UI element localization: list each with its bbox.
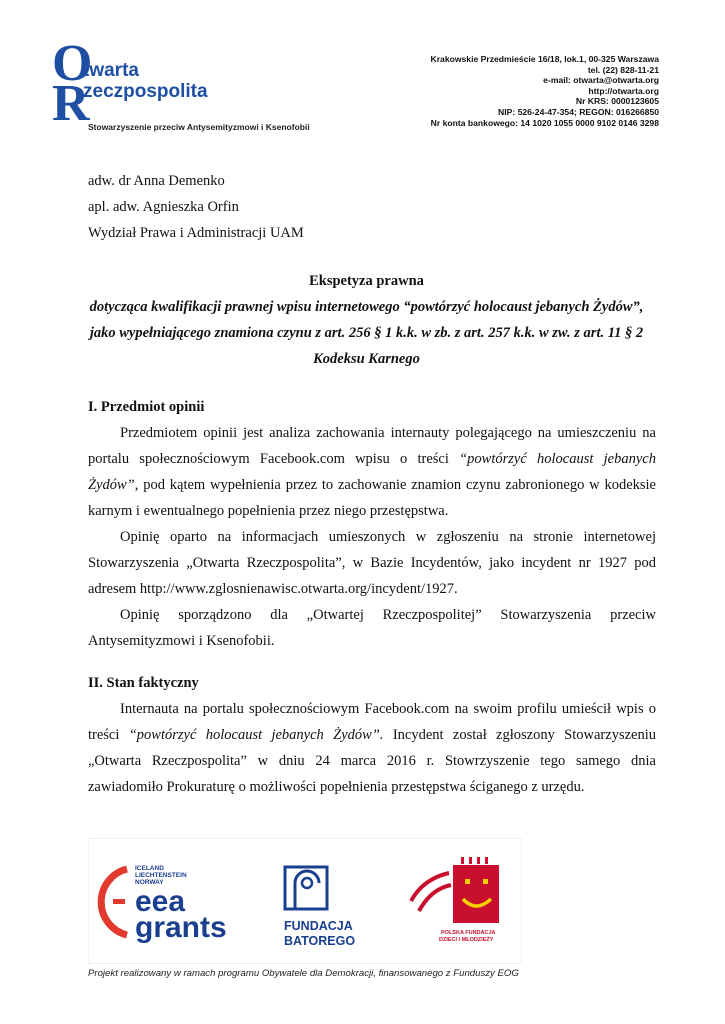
organization-logo	[50, 35, 310, 138]
logo-text-line2: zeczpospolita	[83, 81, 208, 102]
paragraph: Opinię sporządzono dla „Otwartej Rzeczpospolitej” Stowarzyszenia przeciw Antysemityzmowi i Ksenofobii.	[88, 607, 656, 649]
pfdim-logo	[411, 857, 499, 943]
nip-regon-line: NIP: 526-24-47-354; REGON: 016266850	[498, 106, 659, 117]
eea-country: NORWAY	[135, 879, 164, 886]
logo-letter-r: R	[52, 75, 90, 132]
website-line: http://otwarta.org	[588, 85, 659, 96]
quoted-post: “powtórzyć holocaust jebanych Żydów”,	[88, 451, 656, 493]
phone-line: tel. (22) 828-11-21	[587, 64, 659, 75]
paragraph: Opinię oparto na informacjach umieszonych w zgłoszeniu na stronie internetowej Stowarzyszenia „Otwarta Rzeczpospolita”, w Bazie Incydentów, jako incydent nr 1927 pod adresem http://www.zglosnienawisc.otwarta.org/incydent/1927.	[88, 529, 656, 597]
document-title: Ekspetyza prawna	[309, 273, 424, 289]
pfdim-eye	[483, 879, 488, 884]
bank-account-line: Nr konta bankowego: 14 1020 1055 0000 9102 0146 3298	[430, 117, 659, 128]
pfdim-line1: POLSKA FUNDACJA	[441, 930, 496, 936]
recipient-line: apl. adw. Agnieszka Orfin	[88, 199, 239, 215]
eea-grants-logo	[101, 865, 227, 944]
section-heading: I. Przedmiot opinii	[88, 399, 205, 415]
pfdim-hair-mark	[461, 857, 464, 864]
paragraph-text: Internauta na portalu społecznościowym Facebook.com na swoim profilu umieścił wpis o treści	[88, 701, 656, 743]
batory-line1: FUNDACJA	[284, 919, 353, 933]
logo-subtitle: Stowarzyszenie przeciw Antysemityzmowi i Ksenofobii	[88, 122, 310, 132]
paragraph-text: pod kątem wypełnienia przez to zachowanie znamion czynu zabronionego w kodeksie karnym i ewentualnego popełnienia przez niego przestępstwa.	[88, 477, 656, 519]
paragraph	[88, 696, 656, 800]
logo-text-line1: twarta	[83, 60, 139, 81]
paragraph	[88, 420, 656, 524]
email-line: e-mail: otwarta@otwarta.org	[543, 75, 659, 86]
batory-foundation-logo	[284, 867, 355, 948]
paragraph-text: Incydent został zgłoszony Stowarzyszeniu „Otwarta Rzeczpospolita” w dniu 24 marca 2016 r. Stowrzyszenie tego samego dnia zawiadomiło Prokuraturę o możliwości popełnienia przestępstwa ściganego z urzędu.	[88, 727, 656, 795]
pfdim-hair-mark	[477, 857, 480, 864]
batory-arc-icon	[295, 871, 319, 909]
section-facts	[88, 670, 656, 800]
pfdim-line2: DZIECI I MŁODZIEŻY	[439, 937, 494, 943]
recipients-block	[88, 168, 304, 246]
logo-letter-o: O	[52, 35, 93, 92]
address-line: Krakowskie Przedmieście 16/18, lok.1, 00-325 Warszawa	[430, 54, 659, 64]
pfdim-hair-mark	[469, 857, 472, 864]
quoted-post: “powtórzyć holocaust jebanych Żydów”.	[128, 727, 384, 743]
document-subtitle: dotycząca kwalifikacji prawnej wpisu internetowego “powtórzyć holocaust jebanych Żydów”, jako wypełniającego znamiona czynu z art. 256 § 1 k.k. w zb. z art. 257 k.k. w zw. z art. 11 § 2 Kodeksu Karnego	[89, 299, 644, 367]
eea-country: ICELAND	[135, 865, 164, 872]
batory-line2: BATOREGO	[284, 934, 356, 948]
grants-word: grants	[135, 911, 227, 944]
header-address	[430, 54, 659, 128]
document-title-block	[80, 268, 653, 372]
eea-dash-icon	[113, 899, 125, 904]
sponsor-logos-svg	[89, 839, 521, 963]
section-heading: II. Stan faktyczny	[88, 675, 199, 691]
pfdim-swoosh-icon	[419, 885, 451, 911]
recipient-line: Wydział Prawa i Administracji UAM	[88, 225, 304, 241]
paragraph-text: Przedmiotem opinii jest analiza zachowania internauty polegającego na umieszczeniu na portalu społecznościowym Facebook.com wpisu o treści	[88, 425, 656, 467]
sponsor-logos	[88, 838, 522, 964]
krs-line: Nr KRS: 0000123605	[575, 96, 659, 107]
pfdim-eye	[465, 879, 470, 884]
pfdim-face-icon	[453, 865, 499, 923]
batory-circle-icon	[302, 878, 312, 888]
footer-caption: Projekt realizowany w ramach programu Obywatele dla Demokracji, finansowanego z Funduszy EOG	[88, 968, 519, 979]
pfdim-hair-mark	[485, 857, 488, 864]
recipient-line: adw. dr Anna Demenko	[88, 173, 225, 189]
section-subject	[88, 394, 656, 654]
eea-country: LIECHTENSTEIN	[135, 872, 187, 879]
eea-word: eea	[135, 885, 186, 918]
